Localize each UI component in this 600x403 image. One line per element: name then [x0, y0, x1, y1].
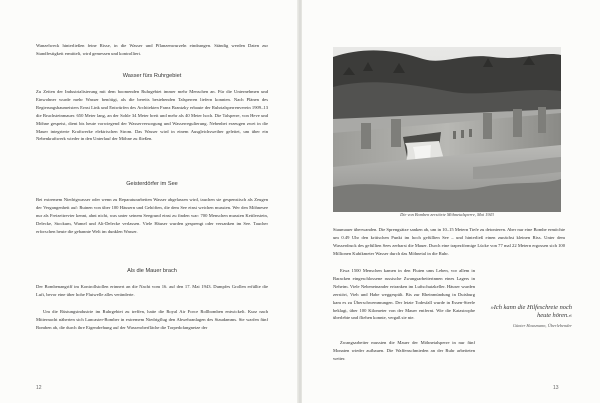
- section-heading-mauer: Als die Mauer brach: [127, 268, 177, 274]
- right-paragraph-c: Zwangsarbeiter mussten die Mauer der Möhnetalsperre in nur fünf Monaten wieder aufbauen. Die Waffenschmieden an der Ruhr arbeiteten weiter.: [333, 340, 475, 361]
- section-3-paragraph-b: Um die Rüstungsindustrie im Ruhrgebiet zu treffen, hatte die Royal Air Force Rollbomben entwickelt. Kurz nach Mitternacht näherten sich Lancaster-Bomber in extremem Niedrigflug den Abwehranlagen des Staudamms. Sie warfen fünf Bomben ab, die durch ihre Eigendrehung auf der Wasseroberfläche die Torpedofangnetze der: [36, 309, 268, 330]
- page-number-right: 13: [553, 385, 559, 391]
- section-2-paragraph: Bei extremem Niedrigwasser oder wenn zu Reparaturarbeiten Wasser abgelassen wird, tauchen sie gespenstisch als Zeugen der Vergangenheit auf: Ruinen von über 100 Häusern und Gehöften, die dem See einst weichen mussten. Wer den Möhnesee nur als Freizeitrevier kennt, ahnt nicht, was unter seinem Seegrund einst zu finden war: 700 Menschen mussten Kettlerstein, Delecke, Stockum, Wamel und Alt-Delecke verlassen. Viele Häuser wurden gesprengt oder versanken im See. Taucher erforschen heute die gebannte Welt im dunklen Wasser.: [36, 197, 268, 234]
- photo-caption: Die von Bomben zerstörte Möhnetalsperre, Mai 1943: [400, 212, 494, 217]
- section-3-paragraph-a: Der Bombenangriff im Kontrollstollen erinnert an die Nacht vom 16. auf den 17. Mai 1943. Dumpfes Grollen erfüllte die Luft, bevor eine über hohe Flutwelle alles veränderte.: [36, 284, 268, 297]
- section-heading-wasser: Wasser fürs Ruhrgebiet: [122, 73, 182, 79]
- section-1-paragraph: Zu Zeiten der Industrialisierung mit dem boomenden Ruhrgebiet immer mehr Menschen an. Für die Unternehmen und Einwohner wurde mehr Wasser benötigt, als die bereits bestehenden Talsperren liefern konnten. Nach Plänen des Regierungsbaumeisters Ernst Link und Entwürfen des Architekten Franz Brantzky erbaute der Ruhrtalsperrenverein 1909–13 die Bruchsteinmauer. 650 Meter lang, an der Sohle 34 Meter breit und mehr als 40 Meter hoch. Die Talsperre, von Heve und Möhne gespeist, dient bis heute vorwiegend der Wasserversorgung und Wasserregulierung. Nebenbei erzeugen zwei in die Mauer integrierte Kraftwerke elektrischen Strom. Das Wasser wird in einem Ausgleichsweiher geleitet, um über ein Nebenkraftwerk wieder in den Unterlauf der Möhne zu fließen.: [36, 89, 268, 142]
- right-paragraph-a: Staumauer überwanden. Die Sprengsätze sanken ab, um in 10–15 Metern Tiefe zu detonieren. Aber nur eine Bombe ermöchte um 0.49 Uhr den kritischen Punkt im hoch gefüllten See – und hinterließ einen zunächst kleinen Riss. Unter dem Wasserdruck des gefüllten Sees zerbarst die Mauer. Durch eine trapezförmige Lücke von 77 mal 22 Metern ergossen sich 100 Millionen Kubikmeter Wasser durch das Möhnetal in die Ruhr.: [333, 227, 565, 256]
- quote-attribution: Günter Hausmann, Überlebender: [512, 323, 572, 328]
- section-heading-geisterdoerfer: Geisterdörfer im See: [126, 181, 178, 187]
- dam-photo-illustration: [333, 47, 561, 212]
- right-paragraph-b: Etwa 1500 Menschen kamen in den Fluten ums Leben, vor allem in Baracken eingeschlossene russische Zwangsarbeiterinnen eines Lagers in Neheim. Viele Nebeneinander ertranken im Luftschutzkeller. Häuser wurden zerstört, Vieh und Habe weggespült. Bis zur Rheinmündung in Duisburg kam es zu Überschwemmungen. Der letzte Todesfall wurde in Essen-Steele beklagt, über 100 Kilometer von der Mauer entfernt. Wie die Katastrophe überlebte und fliehen konnte, vergaß sie nie.: [333, 268, 475, 321]
- page-number-left: 12: [36, 385, 42, 391]
- survivor-quote: »Ich kann die Hilfeschreie noch heute hören.«: [490, 304, 572, 319]
- left-intro-paragraph: Wanzelweck hinterließen feine Risse, in die Wasser und Pflanzenwurzeln eindrangen. Ständig werden Daten zur Standfestigkeit ermittelt, wird gemessen und kontrolliert.: [36, 43, 268, 56]
- dam-photo: [333, 47, 561, 212]
